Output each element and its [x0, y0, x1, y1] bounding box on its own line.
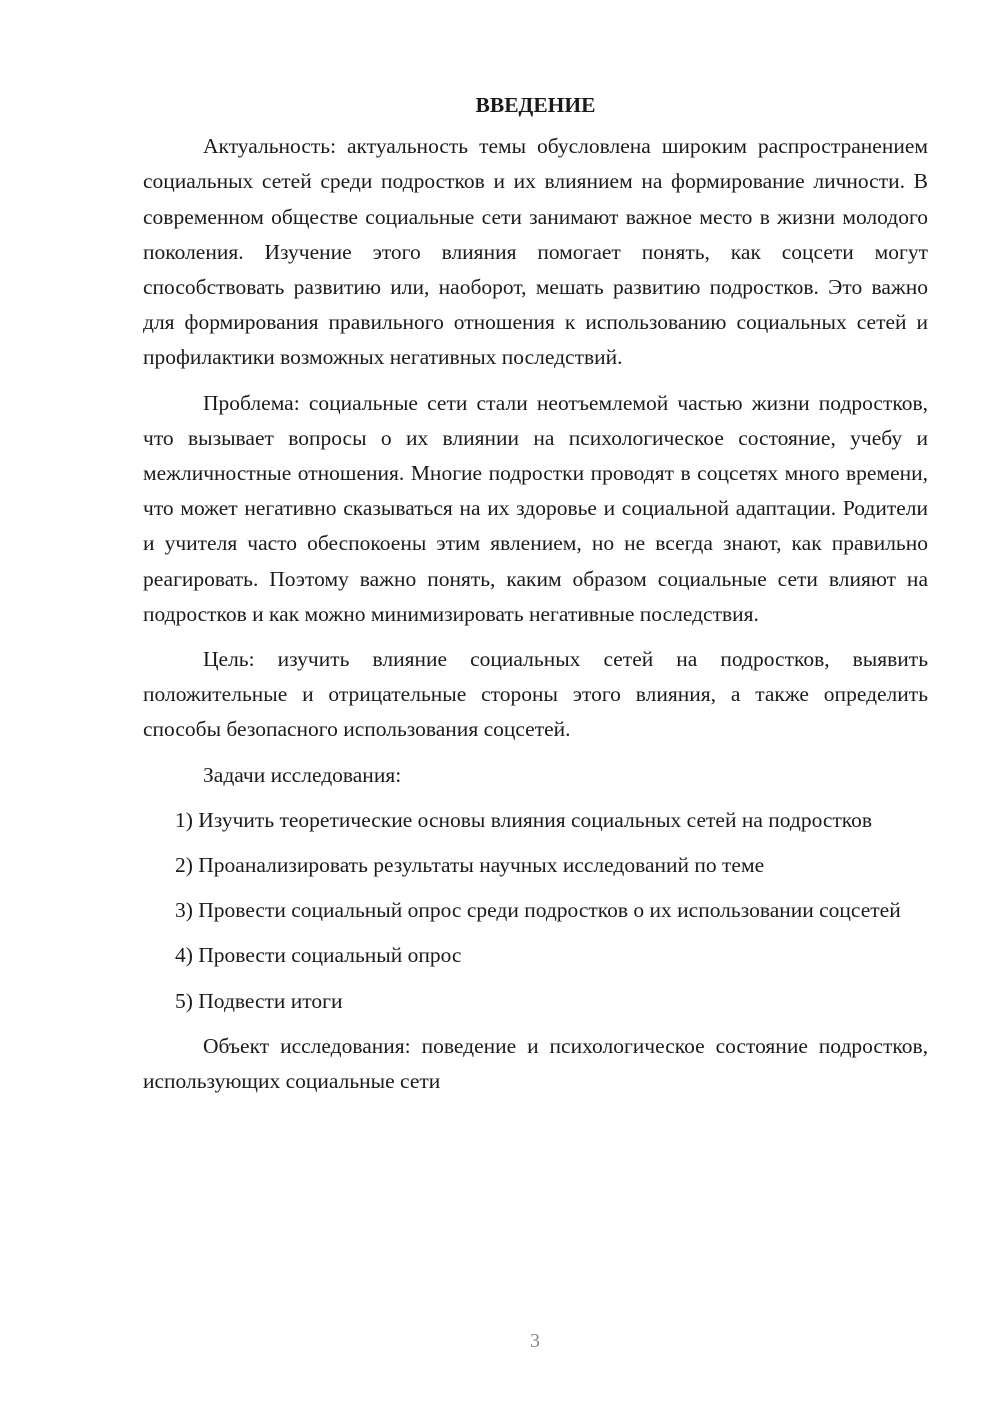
paragraph-problem: Проблема: социальные сети стали неотъемлемой частью жизни подростков, что вызывает вопросы о их влиянии на психологическое состояние, учебу и межличностные отношения. Многие подростки проводят в соцсетях много времени, что может негативно сказываться на их здоровье и социальной адаптации. Родители и учителя часто обеспокоены этим явлением, но не всегда знают, как правильно реагировать. Поэтому важно понять, каким образом социальные сети влияют на подростков и как можно минимизировать негативные последствия. [143, 390, 928, 626]
paragraph-object: Объект исследования: поведение и психологическое состояние подростков, использующих социальные сети [143, 1033, 928, 1094]
task-item-2: 2) Проанализировать результаты научных исследований по теме [175, 853, 765, 878]
task-item-5: 5) Подвести итоги [175, 988, 343, 1013]
section-title: ВВЕДЕНИЕ [475, 93, 596, 117]
page-number: 3 [530, 1330, 540, 1352]
task-item-4: 4) Провести социальный опрос [175, 943, 462, 968]
page-body [143, 88, 928, 1109]
tasks-heading: Задачи исследования: [203, 762, 402, 787]
paragraph-goal: Цель: изучить влияние социальных сетей на подростков, выявить положительные и отрицательные стороны этого влияния, а также определить способы безопасного использования соцсетей. [143, 647, 928, 742]
task-item-3: 3) Провести социальный опрос среди подростков о их использовании соцсетей [175, 898, 901, 923]
paragraph-relevance: Актуальность: актуальность темы обусловлена широким распространением социальных сетей среди подростков и их влиянием на формирование личности. В современном обществе социальные сети занимают важное место в жизни молодого поколения. Изучение этого влияния помогает понять, как соцсети могут способствовать развитию или, наоборот, мешать развитию подростков. Это важно для формирования правильного отношения к использованию социальных сетей и профилактики возможных негативных последствий. [143, 134, 928, 370]
task-item-1: 1) Изучить теоретические основы влияния социальных сетей на подростков [175, 807, 873, 832]
